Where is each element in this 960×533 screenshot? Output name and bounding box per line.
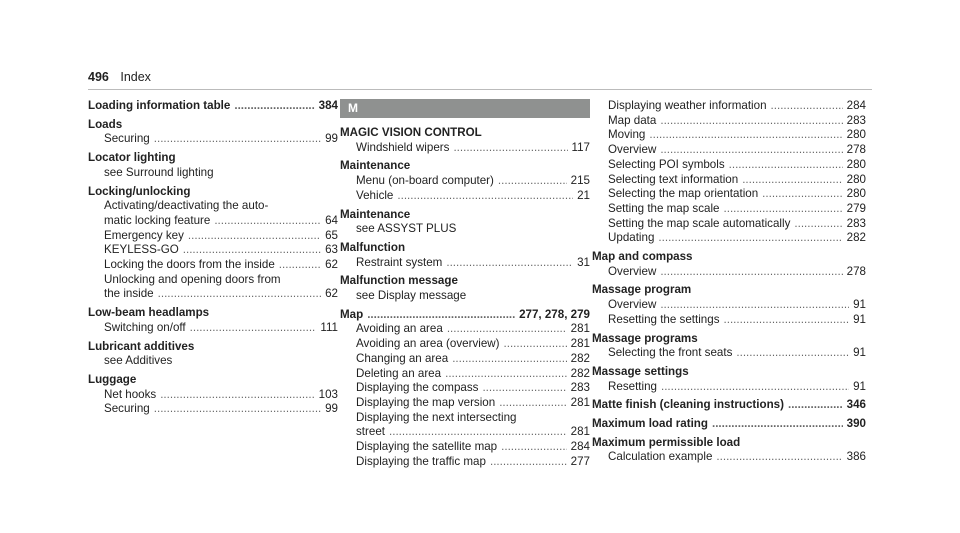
leader-dots <box>367 308 515 323</box>
index-entry <box>340 159 590 203</box>
index-heading <box>88 99 338 114</box>
index-entry <box>340 274 590 303</box>
leader-dots <box>771 99 843 114</box>
index-subentry <box>592 202 866 217</box>
index-entry <box>592 365 866 394</box>
page-reference: 117 <box>571 140 590 154</box>
index-subentry-text: Securing <box>104 402 150 416</box>
index-entry <box>88 151 338 180</box>
index-entry <box>88 185 338 303</box>
index-heading-text: Luggage <box>88 372 137 386</box>
index-subentry <box>340 411 590 426</box>
index-heading-text: Loading information table <box>88 99 231 112</box>
index-subentry-text: Displaying the map version <box>356 395 496 409</box>
index-subentry-text: Resetting the settings <box>608 312 720 326</box>
letter-section-header: M <box>340 99 590 118</box>
index-heading <box>88 306 338 321</box>
page-reference: 390 <box>846 417 866 431</box>
index-subentry <box>88 132 338 147</box>
page-reference: 346 <box>846 398 866 412</box>
index-subentry <box>592 450 866 465</box>
index-subentry-text: Switching on/off <box>104 320 186 334</box>
leader-dots <box>660 298 849 313</box>
page-reference: 280 <box>846 128 866 142</box>
index-subentry-text: Locking the doors from the inside <box>104 258 275 272</box>
index-subentry-text: see Display message <box>356 289 467 303</box>
index-heading <box>340 126 590 141</box>
index-subentry-text: see Additives <box>104 354 173 368</box>
page-reference: 282 <box>570 366 590 380</box>
page-reference: 63 <box>325 243 338 257</box>
index-heading <box>88 340 338 355</box>
index-subentry-text: Deleting an area <box>356 366 442 380</box>
index-entry <box>592 283 866 327</box>
leader-dots <box>724 313 850 328</box>
index-subentry <box>592 217 866 232</box>
index-subentry-text: Displaying the next intersecting <box>356 410 517 424</box>
index-subentry <box>88 199 338 214</box>
index-heading <box>340 241 590 256</box>
index-heading <box>340 274 590 289</box>
section-title: Index <box>120 70 151 84</box>
index-subentry-text: Securing <box>104 132 150 146</box>
index-subentry <box>340 396 590 411</box>
index-subentry-text: Activating/deactivating the auto- <box>104 199 269 213</box>
leader-dots <box>154 402 321 417</box>
page-reference: 283 <box>846 113 866 127</box>
index-subentry-text: see Surround lighting <box>104 165 214 179</box>
index-subentry-text: Resetting <box>608 379 657 393</box>
index-subentry-text: Displaying the traffic map <box>356 454 486 468</box>
index-subentry-text: see ASSYST PLUS <box>356 222 457 236</box>
leader-dots <box>736 346 849 361</box>
page-reference: 111 <box>320 320 338 334</box>
page-reference: 279 <box>846 201 866 215</box>
index-subentry-text: Displaying weather information <box>608 99 767 112</box>
index-subentry <box>592 265 866 280</box>
page-number: 496 <box>88 70 109 84</box>
index-heading-text: Lubricant additives <box>88 339 195 353</box>
index-subentry <box>592 158 866 173</box>
index-heading-text: Maintenance <box>340 159 411 173</box>
index-subentry-text: Unlocking and opening doors from <box>104 272 281 286</box>
index-subentry <box>340 352 590 367</box>
leader-dots <box>389 425 567 440</box>
index-heading-text: Maximum permissible load <box>592 435 741 449</box>
index-subentry <box>88 388 338 403</box>
index-subentry-text: Changing an area <box>356 351 449 365</box>
page-header <box>88 70 151 84</box>
leader-dots <box>794 217 842 232</box>
leader-dots <box>742 173 842 188</box>
index-subentry <box>592 128 866 143</box>
leader-dots <box>482 381 566 396</box>
index-heading <box>340 208 590 223</box>
leader-dots <box>504 337 567 352</box>
index-subentry <box>340 322 590 337</box>
leader-dots <box>762 187 842 202</box>
leader-dots <box>661 380 849 395</box>
index-subentry <box>592 346 866 361</box>
leader-dots <box>712 417 843 432</box>
index-heading-text: Massage programs <box>592 331 698 345</box>
page-reference: 277 <box>570 454 590 468</box>
page-reference: 281 <box>570 425 590 439</box>
index-subentry <box>88 402 338 417</box>
index-heading-text: Maintenance <box>340 207 411 221</box>
page-reference: 103 <box>318 387 338 401</box>
page-reference: 280 <box>846 172 866 186</box>
index-entry <box>340 126 590 155</box>
page-reference: 283 <box>846 216 866 230</box>
index-heading-text: Low-beam headlamps <box>88 306 210 320</box>
leader-dots <box>788 398 843 413</box>
page-reference: 91 <box>853 379 866 393</box>
index-heading <box>592 332 866 347</box>
index-subentry-text: matic locking feature <box>104 213 211 227</box>
leader-dots <box>445 367 567 382</box>
index-subentry-text: Overview <box>608 264 657 278</box>
index-subentry <box>340 381 590 396</box>
index-heading-text: Maximum load rating <box>592 417 708 431</box>
leader-dots <box>716 450 842 465</box>
index-subentry <box>340 425 590 440</box>
page-reference: 284 <box>846 99 866 112</box>
page-reference: 21 <box>577 188 590 202</box>
index-subentry <box>340 222 590 237</box>
index-subentry-text: Vehicle <box>356 188 394 202</box>
index-heading <box>88 151 338 166</box>
index-subentry <box>88 273 338 288</box>
index-subentry-text: Net hooks <box>104 387 157 401</box>
index-subentry <box>340 289 590 304</box>
index-subentry-text: street <box>356 425 385 439</box>
leader-dots <box>446 256 573 271</box>
page-reference: 284 <box>570 440 590 454</box>
leader-dots <box>158 287 321 302</box>
index-entry <box>88 306 338 335</box>
index-subentry-text: Setting the map scale automatically <box>608 216 791 230</box>
index-heading <box>592 398 866 413</box>
index-entry <box>340 241 590 270</box>
index-heading-text: MAGIC VISION CONTROL <box>340 126 482 139</box>
index-subentry-text: Overview <box>608 143 657 157</box>
index-subentry <box>88 287 338 302</box>
index-subentry-text: Moving <box>608 128 646 142</box>
index-entry <box>592 332 866 361</box>
leader-dots <box>447 322 567 337</box>
index-heading <box>592 283 866 298</box>
header-divider <box>88 89 872 90</box>
index-entry <box>340 208 590 237</box>
index-subentry <box>88 258 338 273</box>
index-subentry-text: Menu (on-board computer) <box>356 174 494 188</box>
index-subentry-text: Displaying the compass <box>356 381 479 395</box>
page-reference: 91 <box>853 312 866 326</box>
index-subentry <box>340 367 590 382</box>
index-subentry-text: Emergency key <box>104 228 184 242</box>
leader-dots <box>501 440 567 455</box>
index-subentry <box>88 166 338 181</box>
page-reference: 386 <box>846 450 866 464</box>
leader-dots <box>160 388 314 403</box>
page-reference: 215 <box>570 174 590 188</box>
index-heading <box>340 308 590 323</box>
index-entry <box>592 436 866 465</box>
leader-dots <box>453 141 567 156</box>
index-subentry <box>340 174 590 189</box>
leader-dots <box>660 265 842 280</box>
leader-dots <box>724 202 843 217</box>
index-heading <box>592 417 866 432</box>
page-reference: 31 <box>577 255 590 269</box>
index-heading <box>592 250 866 265</box>
leader-dots <box>499 396 566 411</box>
leader-dots <box>279 258 321 273</box>
index-subentry <box>592 380 866 395</box>
page-reference: 277, 278, 279 <box>519 307 590 321</box>
page-reference: 281 <box>570 322 590 336</box>
page-reference: 281 <box>570 337 590 351</box>
index-entry <box>592 250 866 279</box>
leader-dots <box>188 229 321 244</box>
leader-dots <box>660 114 842 129</box>
index-subentry-text: Displaying the satellite map <box>356 440 498 454</box>
index-entry <box>592 417 866 432</box>
index-entry <box>88 99 338 114</box>
leader-dots <box>214 214 321 229</box>
leader-dots <box>183 243 321 258</box>
index-subentry-text: Selecting the front seats <box>608 346 733 360</box>
index-heading <box>340 159 590 174</box>
index-heading-text: Locator lighting <box>88 151 176 165</box>
index-heading <box>88 185 338 200</box>
index-subentry <box>340 189 590 204</box>
index-heading <box>88 373 338 388</box>
leader-dots <box>490 455 567 470</box>
index-subentry <box>340 337 590 352</box>
index-subentry <box>592 143 866 158</box>
index-entry <box>88 373 338 417</box>
index-column-1 <box>88 99 338 421</box>
leader-dots <box>498 174 567 189</box>
index-subentry <box>592 187 866 202</box>
page-reference: 64 <box>325 213 338 227</box>
index-subentry-text: the inside <box>104 287 154 301</box>
index-subentry-text: Setting the map scale <box>608 201 720 215</box>
page-reference: 283 <box>570 381 590 395</box>
index-subentry-text: Restraint system <box>356 255 443 269</box>
leader-dots <box>234 99 314 114</box>
index-subentry-text: Calculation example <box>608 450 713 464</box>
index-subentry-text: Avoiding an area (overview) <box>356 337 500 351</box>
index-subentry <box>340 141 590 156</box>
index-subentry <box>88 321 338 336</box>
index-subentry-text: Updating <box>608 231 655 245</box>
leader-dots <box>658 231 842 246</box>
index-heading-text: Locking/unlocking <box>88 184 191 198</box>
index-subentry-text: Overview <box>608 298 657 312</box>
index-entry <box>592 398 866 413</box>
index-heading-text: Malfunction message <box>340 274 458 288</box>
leader-dots <box>452 352 566 367</box>
leader-dots <box>649 128 842 143</box>
index-subentry-text: Windshield wipers <box>356 140 450 154</box>
index-subentry <box>592 231 866 246</box>
index-heading-text: Map <box>340 307 364 321</box>
index-subentry-text: Selecting text information <box>608 172 739 186</box>
page-reference: 99 <box>325 132 338 146</box>
page-reference: 62 <box>325 258 338 272</box>
page-reference: 282 <box>846 231 866 245</box>
index-heading-text: Map and compass <box>592 250 693 264</box>
leader-dots <box>660 143 842 158</box>
page-reference: 62 <box>325 287 338 301</box>
leader-dots <box>190 321 317 336</box>
page-reference: 280 <box>846 157 866 171</box>
index-heading-text: Matte finish (cleaning instructions) <box>592 398 784 412</box>
page-reference: 99 <box>325 402 338 416</box>
index-heading <box>592 365 866 380</box>
leader-dots <box>397 189 573 204</box>
index-heading-text: Massage program <box>592 283 692 297</box>
index-subentry <box>88 229 338 244</box>
page-reference: 281 <box>570 395 590 409</box>
index-entry <box>592 99 866 246</box>
index-subentry <box>340 455 590 470</box>
index-heading-text: Malfunction <box>340 240 406 254</box>
index-subentry-text: Avoiding an area <box>356 322 443 336</box>
page-reference: 278 <box>846 143 866 157</box>
page-reference: 91 <box>853 346 866 360</box>
index-subentry-text: Selecting the map orientation <box>608 187 759 201</box>
index-subentry <box>340 440 590 455</box>
index-subentry-text: Map data <box>608 113 657 127</box>
index-subentry-text: KEYLESS-GO <box>104 243 179 257</box>
page-reference: 384 <box>318 99 338 112</box>
index-column-2 <box>340 99 590 473</box>
index-heading-text: Massage settings <box>592 364 689 378</box>
index-heading <box>88 118 338 133</box>
index-column-3 <box>592 99 866 469</box>
index-subentry <box>88 243 338 258</box>
index-heading-text: Loads <box>88 117 123 131</box>
index-subentry <box>592 99 866 114</box>
index-heading <box>592 436 866 451</box>
index-entry <box>340 308 590 470</box>
index-subentry <box>592 173 866 188</box>
page-reference: 91 <box>853 298 866 312</box>
page-reference: 278 <box>846 264 866 278</box>
index-subentry <box>592 114 866 129</box>
index-subentry <box>88 354 338 369</box>
leader-dots <box>154 132 321 147</box>
page-reference: 280 <box>846 187 866 201</box>
index-subentry <box>592 298 866 313</box>
index-subentry-text: Selecting POI symbols <box>608 157 725 171</box>
page-reference: 282 <box>570 351 590 365</box>
leader-dots <box>729 158 843 173</box>
index-subentry <box>340 256 590 271</box>
index-subentry <box>88 214 338 229</box>
page-reference: 65 <box>325 228 338 242</box>
index-subentry <box>592 313 866 328</box>
index-entry <box>88 340 338 369</box>
index-entry <box>88 118 338 147</box>
